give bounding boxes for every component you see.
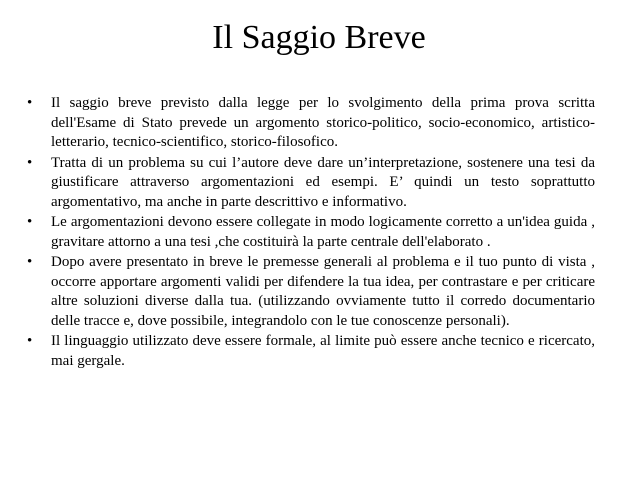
bullet-item <box>27 213 595 252</box>
bullet-list <box>27 94 595 372</box>
bullet-text: Le argomentazioni devono essere collegate in modo logicamente corretto a un'idea guida , gravitare attorno a una tesi ,che costituirà la parte centrale dell'elaborato . <box>51 214 595 250</box>
bullet-item <box>27 332 595 371</box>
bullet-icon: • <box>27 95 33 111</box>
bullet-text: Tratta di un problema su cui l’autore deve dare un’interpretazione, sostenere una tesi da giustificare attraverso argomentazioni ed esempi. E’ quindi un testo soprattutto argomentativo, ma anche in parte descrittivo e informativo. <box>51 154 595 210</box>
bullet-text: Il saggio breve previsto dalla legge per lo svolgimento della prima prova scritta dell'Esame di Stato prevede un argomento storico-politico, socio-economico, artistico-letterario, tecnico-scientifico, storico-filosofico. <box>51 95 595 150</box>
bullet-text: Il linguaggio utilizzato deve essere formale, al limite può essere anche tecnico e ricercato, mai gergale. <box>51 333 595 369</box>
bullet-icon: • <box>27 214 33 230</box>
bullet-item <box>27 94 595 153</box>
bullet-icon: • <box>27 333 33 349</box>
bullet-text: Dopo avere presentato in breve le premesse generali al problema e il tuo punto di vista , occorre apportare argomenti validi per difendere la tua idea, per contrastare e per criticare altre soluzioni diverse dalla tua. (utilizzando ovviamente tutto il corredo documentario delle tracce e, dove possibile, integrandolo con le tue conoscenze personali). <box>51 254 595 329</box>
slide-title: Il Saggio Breve <box>212 19 426 56</box>
bullet-icon: • <box>27 254 33 270</box>
bullet-icon: • <box>27 154 33 171</box>
bullet-item <box>27 253 595 331</box>
bullet-item <box>27 154 595 213</box>
